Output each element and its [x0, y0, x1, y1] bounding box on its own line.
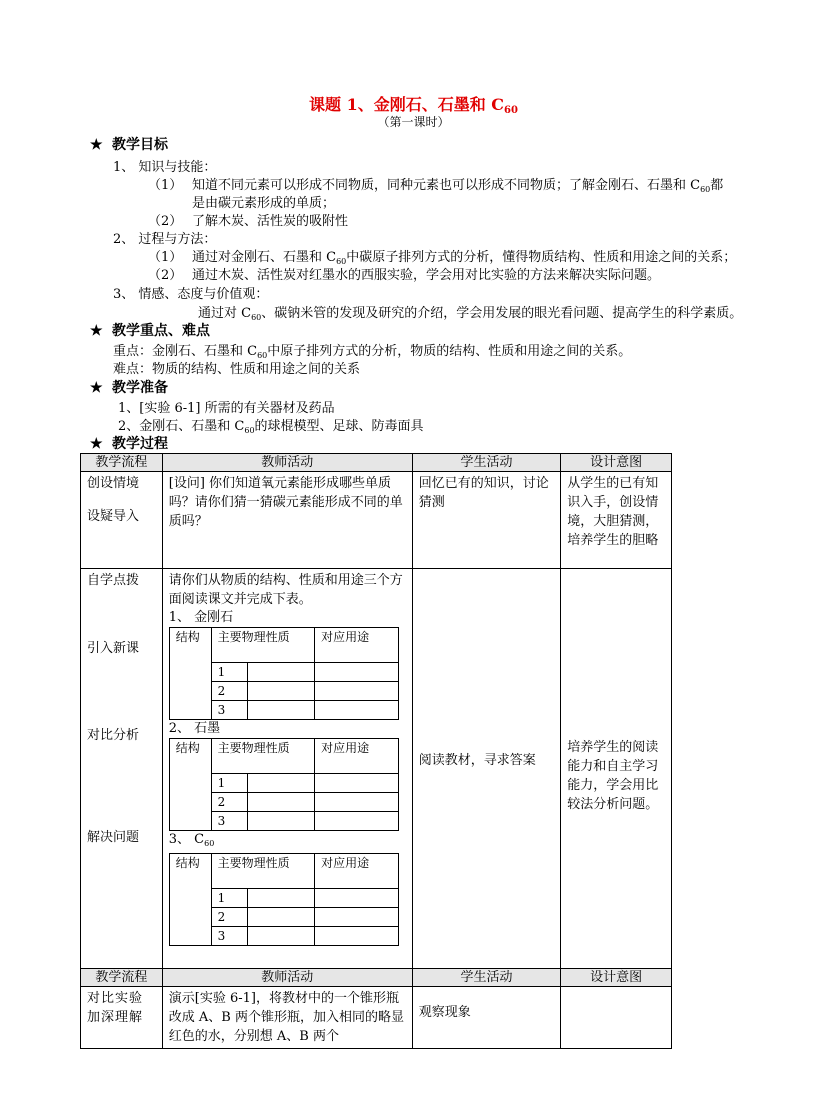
star-icon: ★ — [90, 137, 103, 153]
star-icon: ★ — [90, 323, 103, 339]
row-number: 3 — [211, 927, 247, 946]
table-header-row — [81, 969, 672, 987]
student-cell: 回忆已有的知识，讨论猜测 — [412, 472, 561, 569]
goal-attitude-1: 通过对 $C_{60}$、碳钠米管的发现及研究的介绍，学会用发展的眼光看问题、提高学生的科学素质。 — [198, 306, 743, 322]
row-number: 2 — [211, 682, 247, 701]
use-header: 对应用途 — [315, 628, 399, 663]
teaching-process-table — [80, 453, 672, 1049]
title-subscript: 60 — [504, 105, 518, 116]
header-student: 学生活动 — [412, 969, 561, 987]
goal-attitude: 3、 情感、态度与价值观： — [113, 287, 269, 302]
structure-cell: 结构 — [169, 628, 211, 720]
property-header: 主要物理性质 — [211, 739, 315, 774]
row-number: 2 — [211, 908, 247, 927]
goal-knowledge-2-num: （2） — [148, 214, 183, 229]
section-preparation: ★ 教学准备 — [90, 380, 168, 396]
diamond-table — [169, 627, 399, 720]
structure-cell: 结构 — [169, 739, 211, 831]
table-row — [81, 472, 672, 569]
row-number: 3 — [211, 812, 247, 831]
flow-cell: 对比实验加深理解 — [81, 987, 163, 1049]
header-intent: 设计意图 — [561, 454, 672, 472]
structure-cell: 结构 — [169, 854, 211, 946]
use-header: 对应用途 — [315, 739, 399, 774]
section-heading: 教学目标 — [112, 137, 168, 153]
title-text: 课题 1、金刚石、石墨和 C — [309, 95, 505, 114]
subtable-label-c60: 3、 $C_{60}$ — [168, 832, 215, 848]
header-student: 学生活动 — [412, 454, 561, 472]
c60-table — [169, 853, 399, 946]
teacher-cell: [设问] 你们知道氧元素能形成哪些单质吗？请你们猜一猜碳元素能形成不同的单质吗？ — [162, 472, 412, 569]
header-teacher: 教师活动 — [162, 969, 412, 987]
intent-cell: 从学生的已有知识入手，创设情境，大胆猜测，培养学生的胆略 — [561, 472, 672, 569]
goal-process-2: 通过木炭、活性炭对红墨水的西服实验，学会用对比实验的方法来解决实际问题。 — [192, 268, 661, 283]
goal-knowledge-1: 知道不同元素可以形成不同物质，同种元素也可以形成不同物质；了解金刚石、石墨和 $C_{60}$都 — [192, 178, 724, 194]
header-flow: 教学流程 — [81, 454, 163, 472]
row-number: 1 — [211, 889, 247, 908]
teacher-cell: 演示[实验 6-1]，将教材中的一个锥形瓶改成 A、B 两个锥形瓶，加入相同的略显红色的水，分别想 A、B 两个 — [162, 987, 412, 1049]
row-number: 2 — [211, 793, 247, 812]
property-header: 主要物理性质 — [211, 628, 315, 663]
section-teaching-goals — [90, 134, 168, 154]
header-teacher: 教师活动 — [162, 454, 412, 472]
prep-item-2: 2、金刚石、石墨和 $C_{60}$的球棍模型、足球、防毒面具 — [118, 419, 424, 435]
header-intent: 设计意图 — [561, 969, 672, 987]
prep-item-1: 1、[实验 6-1] 所需的有关器材及药品 — [118, 401, 335, 416]
section-process: ★ 教学过程 — [90, 436, 168, 452]
goal-knowledge-1-num: （1） — [148, 178, 183, 193]
key-point: 重点：金刚石、石墨和 $C_{60}$中原子排列方式的分析，物质的结构、性质和用途之间的关系。 — [113, 344, 632, 360]
goal-process-1-num: （1） — [148, 250, 183, 265]
row-number: 1 — [211, 663, 247, 682]
table-row — [81, 987, 672, 1049]
goal-knowledge-2: 了解木炭、活性炭的吸附性 — [192, 214, 349, 229]
difficult-point: 难点：物质的结构、性质和用途之间的关系 — [113, 362, 361, 377]
page-subtitle: （第一课时） — [377, 115, 450, 129]
row-number: 1 — [211, 774, 247, 793]
goal-knowledge: 1、 知识与技能： — [113, 160, 217, 175]
intent-cell: 培养学生的阅读能力和自主学习能力，学会用比较法分析问题。 — [561, 569, 672, 969]
flow-cell: 自学点拨 引入新课 对比分析 解决问题 — [81, 569, 163, 969]
teacher-cell: 请你们从物质的结构、性质和用途三个方面阅读课文并完成下表。 1、 金刚石 结构 主要物理性质 对应用途 1 2 3 2、 石墨 结构 主要物理性质 对应用途 1 2 3 3、 $C_{60}$ 结构 主要物理性质 对应用途 1 2 3 — [162, 569, 412, 969]
goal-process-1: 通过对金刚石、石墨和 $C_{60}$中碳原子排列方式的分析，懂得物质结构、性质和用途之间的关系； — [192, 250, 737, 266]
graphite-table — [169, 738, 399, 831]
intent-cell — [561, 987, 672, 1049]
subtable-label-graphite: 2、 石墨 — [168, 721, 221, 736]
subtable-label-diamond: 1、 金刚石 — [168, 610, 234, 625]
use-header: 对应用途 — [315, 854, 399, 889]
property-header: 主要物理性质 — [211, 854, 315, 889]
goal-process: 2、 过程与方法： — [113, 232, 217, 247]
student-cell: 观察现象 — [412, 987, 561, 1049]
star-icon: ★ — [90, 380, 103, 396]
student-cell: 阅读教材，寻求答案 — [412, 569, 561, 969]
goal-process-2-num: （2） — [148, 268, 183, 283]
table-row — [81, 569, 672, 969]
header-flow: 教学流程 — [81, 969, 163, 987]
table-header-row — [81, 454, 672, 472]
goal-knowledge-1-cont: 是由碳元素形成的单质； — [192, 196, 336, 211]
star-icon: ★ — [90, 436, 103, 452]
flow-cell: 创设情境 设疑导入 — [81, 472, 163, 569]
row-number: 3 — [211, 701, 247, 720]
section-key-points: ★ 教学重点、难点 — [90, 323, 210, 339]
